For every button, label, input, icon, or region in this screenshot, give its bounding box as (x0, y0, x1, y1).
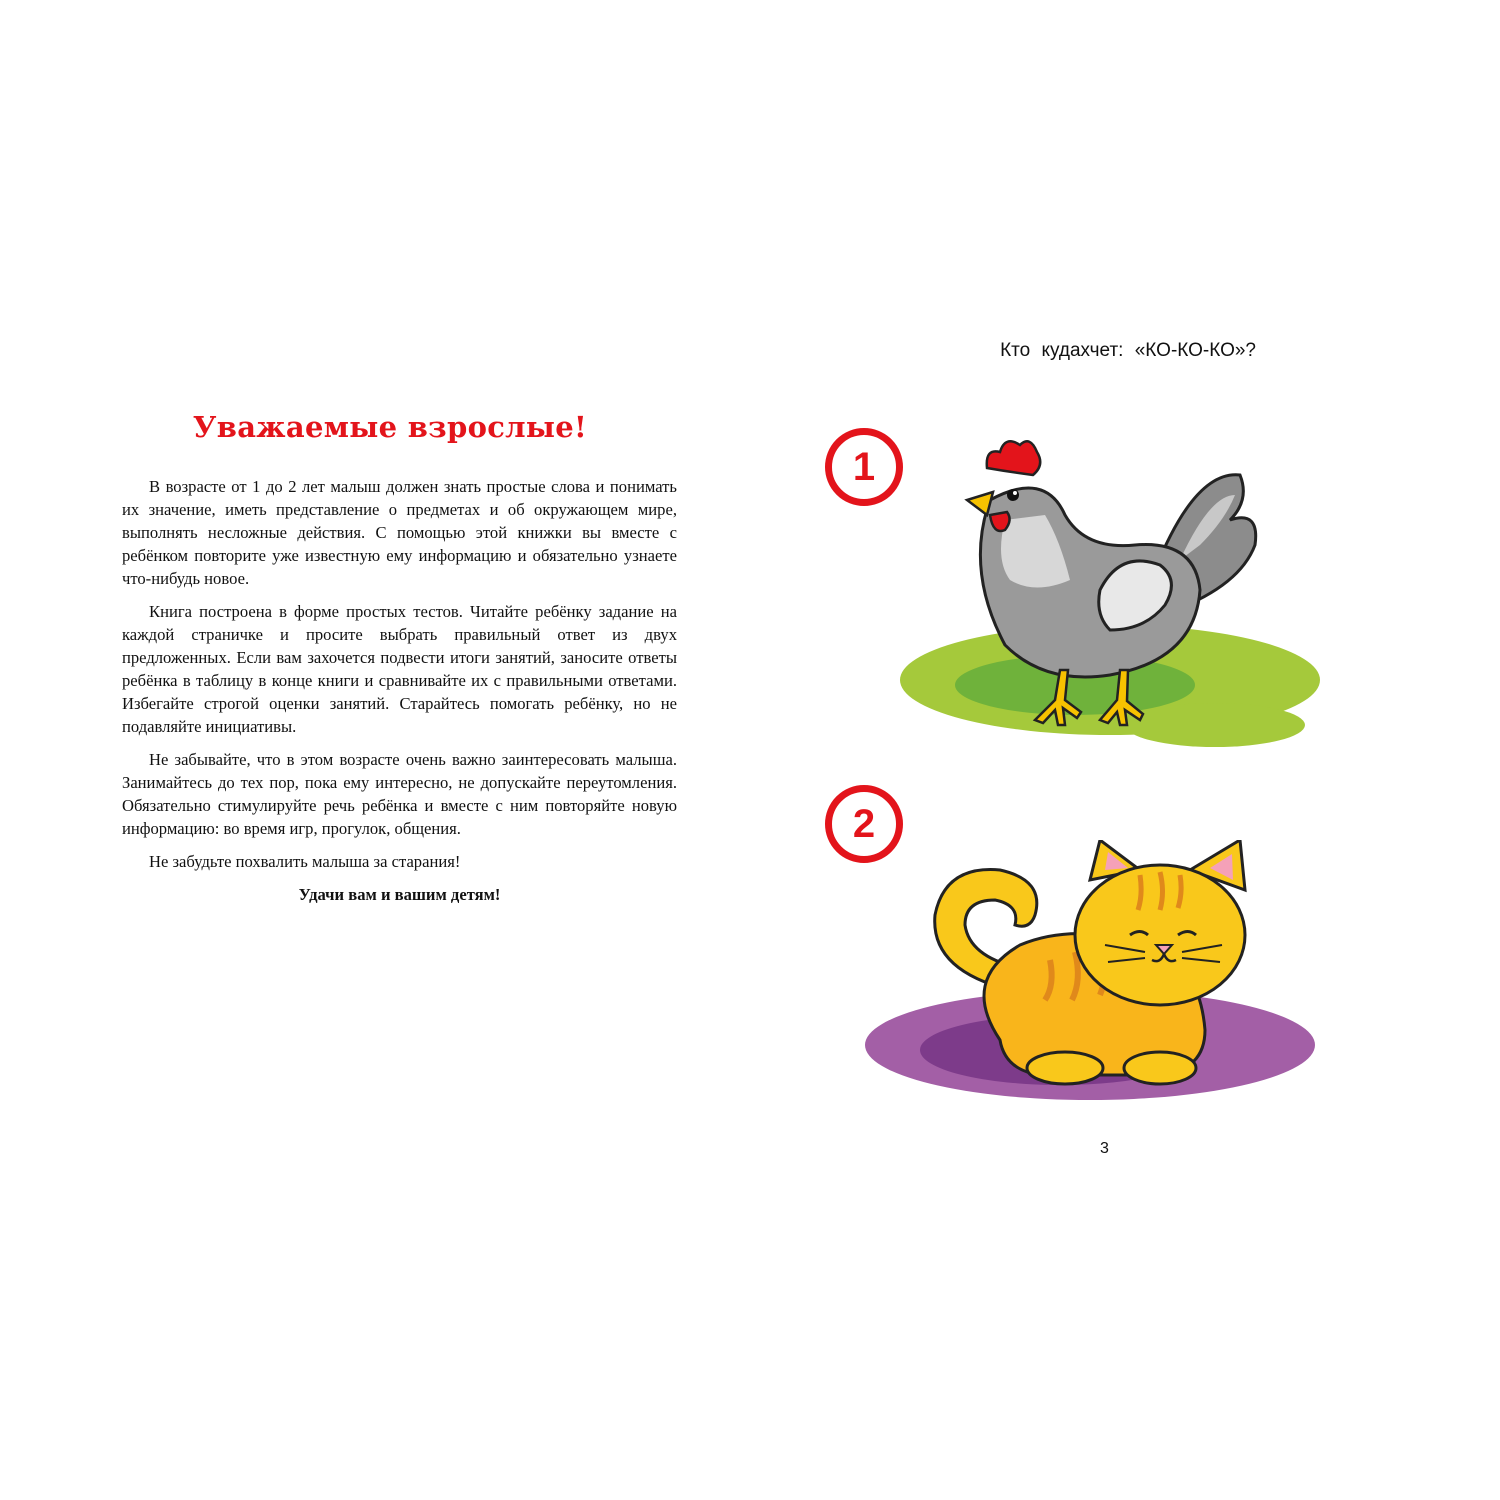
hen-illustration[interactable] (895, 420, 1325, 750)
intro-paragraph-3: Не забывайте, что в этом возрасте очень важно заинтересовать малыша. Занимайтесь до тех пор, пока ему интересно, не допускайте переутомления. Обязательно стимулируйте речь ребёнка и вместе с ним повторяйте новую информацию: во время игр, прогулок, общения. (122, 750, 677, 838)
option-2-badge[interactable]: 2 (825, 785, 903, 863)
intro-paragraph-4: Не забудьте похвалить малыша за старания! (149, 852, 461, 871)
option-1-badge[interactable]: 1 (825, 428, 903, 506)
intro-paragraph-2: Книга построена в форме простых тестов. Читайте ребёнку задание на каждой страничке и просите выбрать правильный ответ из двух предложенных. Если вам захочется подвести итоги занятий, заносите ответы ребёнка в таблицу в конце книги и сравнивайте их с правильными ответами. Избегайте строгой оценки занятий. Старайтесь помогать ребёнку, но не подавляйте инициативы. (122, 602, 677, 736)
intro-paragraph-1: В возрасте от 1 до 2 лет малыш должен знать простые слова и понимать их значение, иметь представление о предметах и об окружающем мире, выполнять несложные действия. С помощью этой книжки вы вместе с ребёнком повторите уже известную ему информацию и обязательно узнаете что-нибудь новое. (122, 477, 677, 588)
hen-comb (987, 441, 1040, 475)
intro-text (122, 475, 677, 916)
right-page (750, 0, 1500, 1500)
closing-wish: Удачи вам и вашим детям! (298, 885, 501, 904)
cat-illustration[interactable] (860, 840, 1320, 1110)
page-number: 3 (1100, 1140, 1109, 1157)
question-text: Кто кудахчет: «КО-КО-КО»? (1000, 340, 1256, 361)
page-heading: Уважаемые взрослые! (192, 410, 588, 444)
hen-body (980, 488, 1200, 677)
cat-head (1075, 840, 1245, 1005)
